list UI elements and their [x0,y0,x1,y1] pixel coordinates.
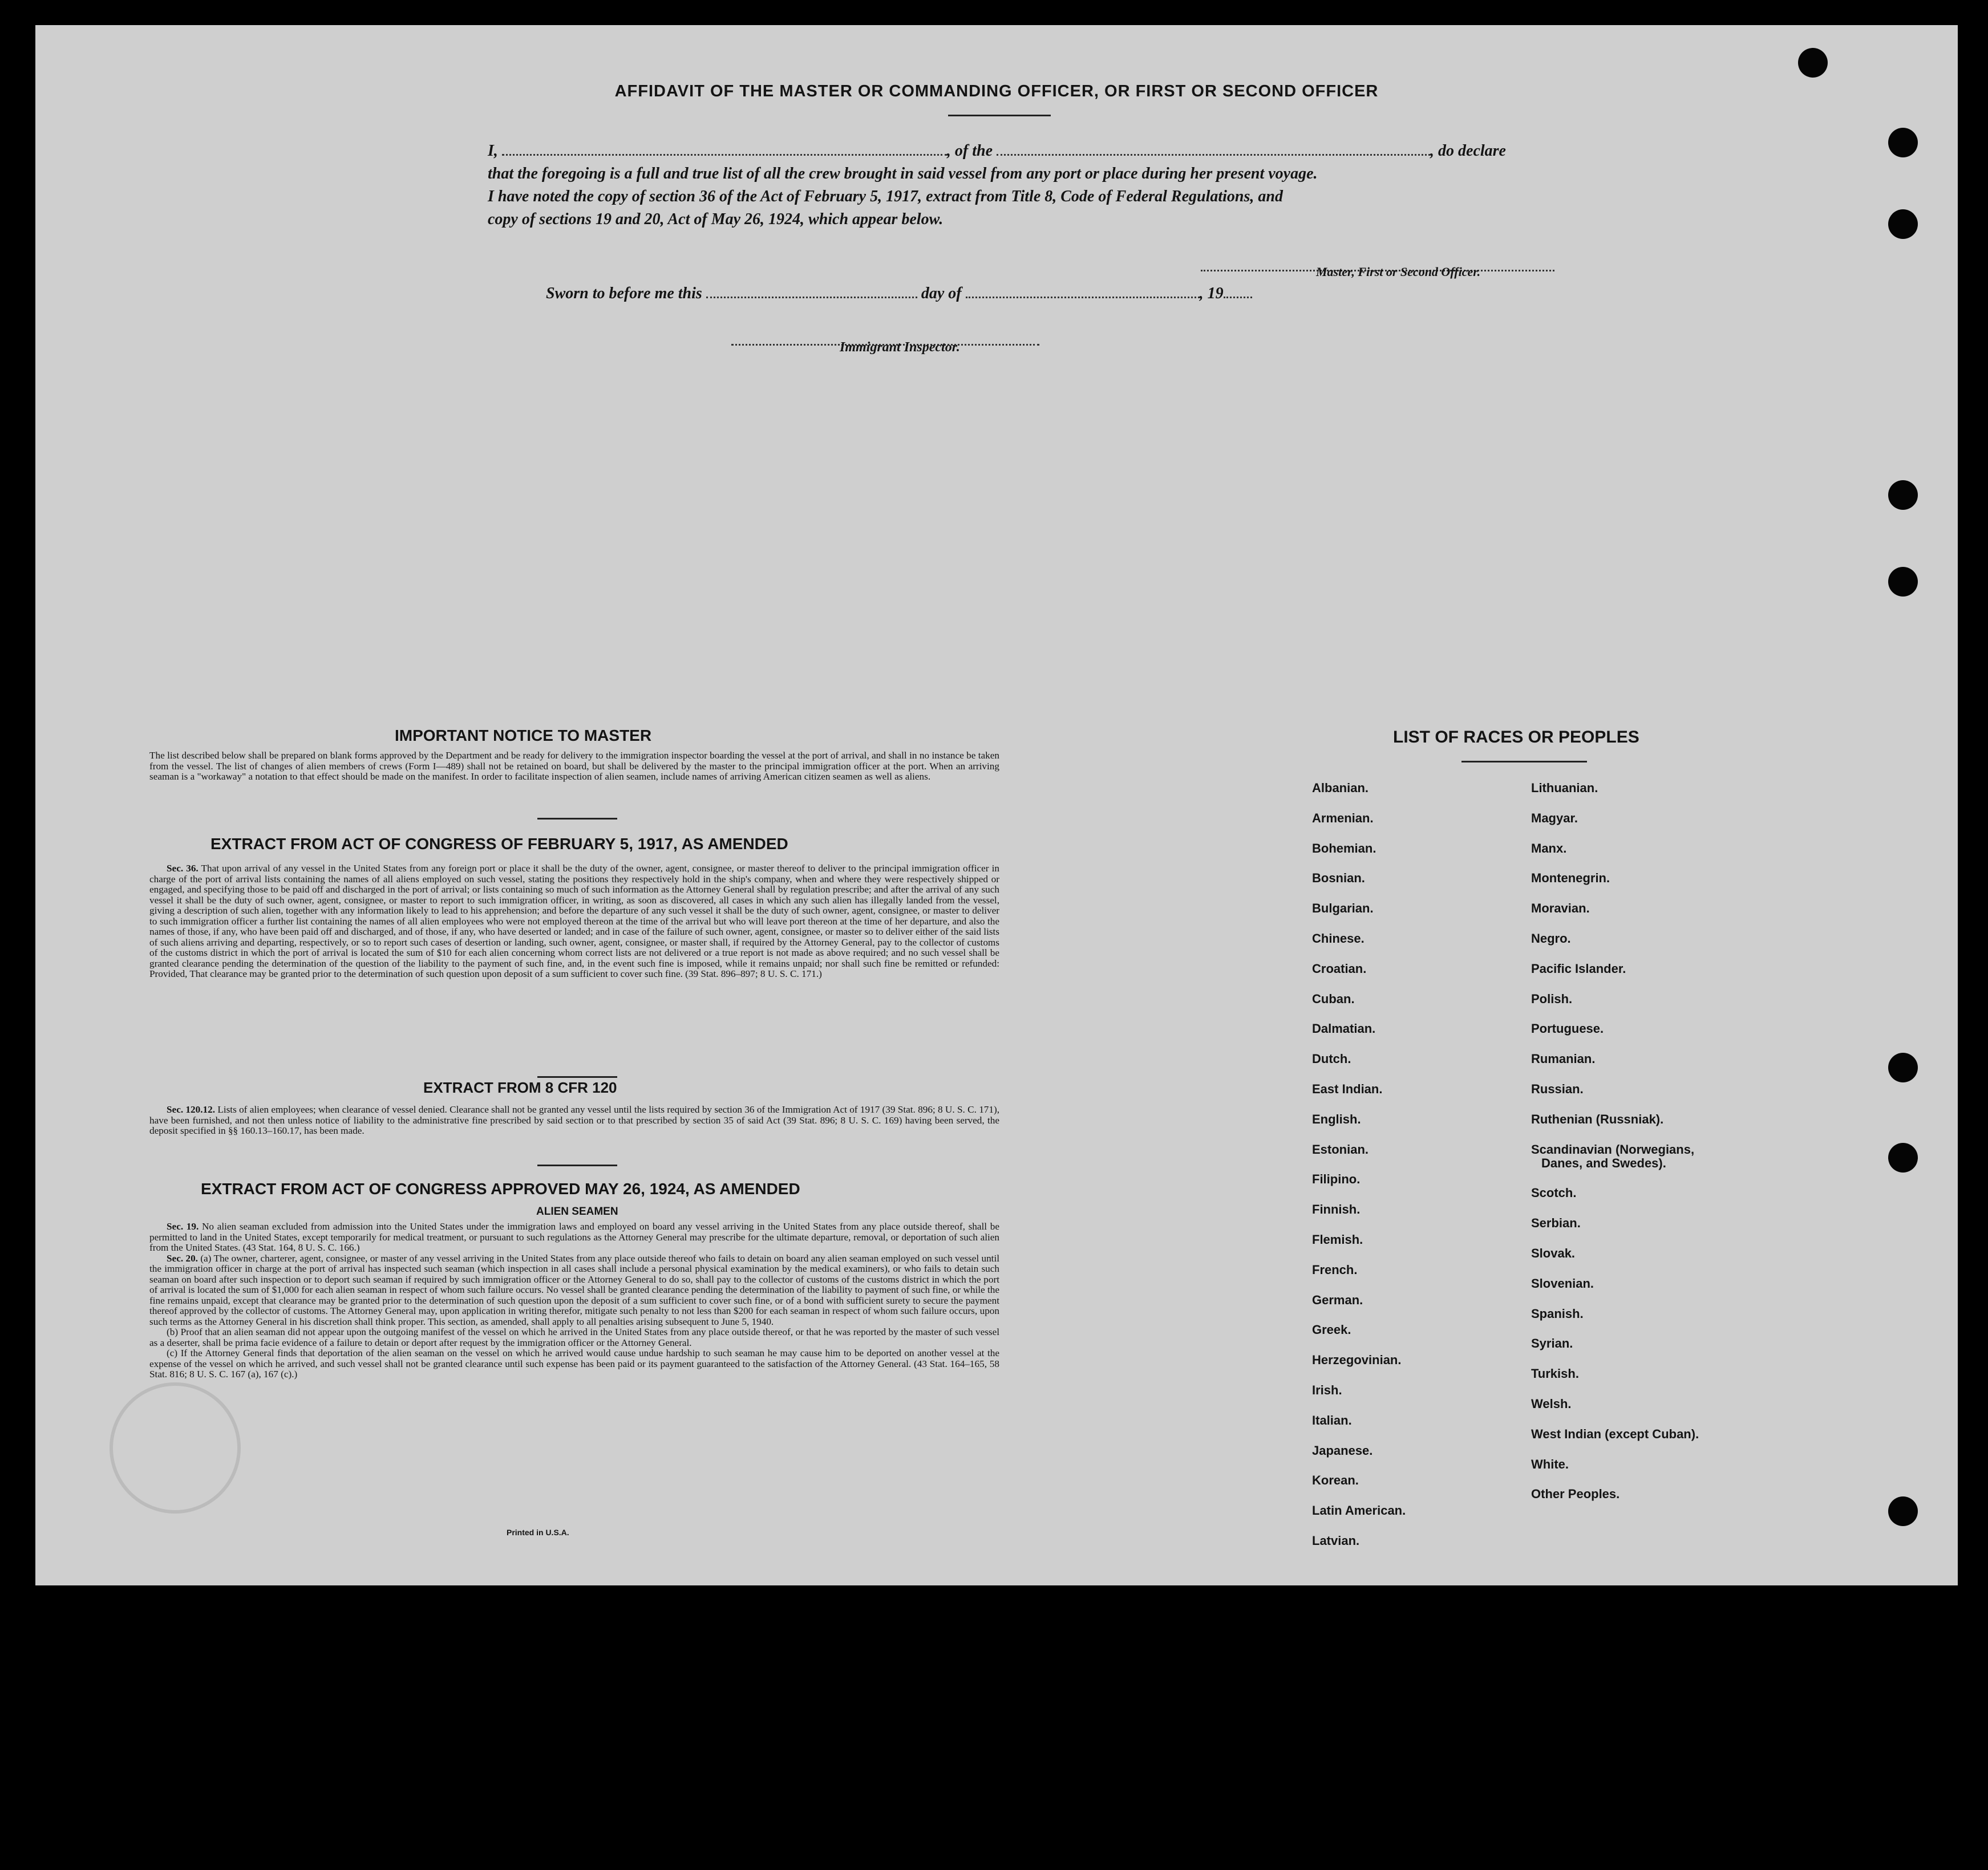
document-page [35,25,1958,1585]
race-item: Dutch. [1312,1052,1351,1066]
race-item: Chinese. [1312,931,1365,946]
sworn-year-field[interactable] [1224,286,1252,298]
bleedthrough-row [207,480,1924,502]
extract-cfr-text [149,1105,999,1137]
declarant-label: I, [488,142,498,160]
sec-19-body: No alien seaman excluded from admission into the United States under the immigration laws and employed on board any vessel arriving in the United States from any place outside thereof, shall be permitted to land in the United States, except temporarily for medical treatment, or pursuant to such regulations as the Attorney General may prescribe for the ultimate departure, removal, or deportation of such alien from the United States. (43 Stat. 164, 8 U. S. C. 166.) [149,1221,999,1253]
race-item: Danes, and Swedes). [1541,1155,1666,1170]
race-item: Estonian. [1312,1142,1369,1157]
sec-20c-body: (c) If the Attorney General finds that deportation of the alien seaman on the vessel on which he arrived would cause undue hardship to such seaman he may cause him to be deported on another vessel at the expense of the vessel on which he arrived, and such vessel shall not be granted clearance until such expense has been paid or its payment guaranteed to the satisfaction of the Attorney General. (43 Stat. 164–165, 58 Stat. 816; 8 U. S. C. 167 (a), 167 (c).) [149,1348,999,1380]
bleedthrough-row [207,659,1924,682]
extract-1924-title: EXTRACT FROM ACT OF CONGRESS APPROVED MAY 26, 1924, AS AMENDED [201,1180,800,1198]
race-item: Irish. [1312,1383,1342,1397]
extract-1917-title: EXTRACT FROM ACT OF CONGRESS OF FEBRUARY 5, 1917, AS AMENDED [210,835,788,853]
bleedthrough-row [207,1017,1924,1040]
sworn-label: Sworn to before me this [546,285,702,302]
race-item: Spanish. [1531,1306,1584,1321]
sec-19-label: Sec. 19. [167,1221,199,1232]
race-item: Moravian. [1531,901,1590,916]
master-signature-caption: Master, First or Second Officer. [1316,265,1481,279]
races-title: LIST OF RACES OR PEOPLES [1393,728,1639,747]
vessel-label: , of the [946,142,993,160]
race-item: Cuban. [1312,991,1355,1006]
punch-hole [1888,1496,1918,1526]
vessel-name-field[interactable] [997,143,1430,156]
race-item: Montenegrin. [1531,871,1610,886]
race-item: Herzegovinian. [1312,1353,1402,1368]
race-item: Finnish. [1312,1202,1361,1217]
bleedthrough-row [207,450,1924,473]
race-item: Croatian. [1312,961,1367,976]
punch-hole [1888,128,1918,157]
alien-seamen-subtitle: ALIEN SEAMEN [536,1206,618,1218]
notice-title: IMPORTANT NOTICE TO MASTER [395,727,652,744]
race-item: Other Peoples. [1531,1487,1620,1502]
race-item: Flemish. [1312,1232,1363,1247]
race-item: Greek. [1312,1323,1351,1337]
race-item: French. [1312,1262,1358,1277]
race-item: Scotch. [1531,1186,1577,1200]
race-item: Italian. [1312,1413,1352,1427]
sworn-line [546,282,1252,306]
bleedthrough-row [207,420,1924,443]
race-item: English. [1312,1112,1361,1126]
bleedthrough-row [207,1197,1924,1220]
printed-in-usa: Printed in U.S.A. [507,1528,569,1537]
notice-text: The list described below shall be prepared on blank forms approved by the Department and be ready for delivery to the immigration inspector boarding the vessel at the port of arrival, and shall in no instance be taken from the vessel. The list of changes of alien members of crews (Form I—489) shall not be retained on board, but shall be delivered by the master to the principal immigration officer at the port. When an arriving seaman is a "workaway" a notation to that effect should be made on the manifest. In order to facilitate inspection of alien seamen, include names of arriving American citizen seamen as well as aliens. [149,750,999,782]
bleedthrough-row [207,390,1924,413]
sec-20a-body: (a) The owner, charterer, agent, consignee, or master of any vessel arriving in the United States from any place outside thereof who fails to detain on board any alien seaman employed on such vessel until the immigration officer in charge at the port of arrival has inspected such seaman (which inspection in all cases shall include a personal physical examination by the medical examiners), or who fails to detain such seaman on board after such inspection or to deport such seaman if required by such immigration officer or the Attorney General to do so, shall pay to the collector of customs of the customs district in which the port of arrival is located the sum of $1,000 for each alien seaman in respect of whom such failure occurs. No vessel shall be granted clearance pending the determination of the liability to payment of such fine, or while the fine remains unpaid, except that clearance may be granted prior to the determination of such question upon the deposit of a sum sufficient to cover such fine, or of a bond with sufficient surety to secure the payment thereof approved by the collector of customs. The Attorney General may, upon application in writing therefor, mitigate such penalty to not less than $200 for each seaman in respect of whom such failure occurs, upon such terms as the Attorney General in his discretion shall think proper. This section, as amended, shall apply to all penalties arising subsequent to June 5, 1940. [149,1252,999,1327]
declare-label: , do declare [1430,142,1506,160]
race-item: Portuguese. [1531,1021,1604,1036]
sec-36-body: That upon arrival of any vessel in the United States from any foreign port or place it shall be the duty of the owner, agent, consignee, or master thereof to deliver to the principal immigration officer in charge of the port of arrival lists containing the names of all aliens employed on such vessel, stating the positions they respectively hold in the ship's company, when and where they were respectively shipped or engaged, and specifying those to be paid off and discharged in the port of arrival; or lists containing so much of such information as the Attorney General shall by regulation prescribe; and after the arrival of any such vessel it shall be the duty of such owner, agent, consignee, or master to report to such immigration officer, in writing, as soon as discovered, all cases in which any such alien has illegally landed from the vessel, giving a description of such alien, together with any information likely to lead to his apprehension; and before the departure of any such vessel it shall be the duty of such owner, agent, consignee, or master to deliver to such immigration officer a further list containing the names of all alien employees who were not employed thereon at the time of the arrival but who will leave port thereon at the time of her departure, and also the names of those, if any, who have been paid off and discharged, and of those, if any, who have deserted or landed; and in case of the failure of such owner, agent, consignee, or master so to deliver either of the said lists of such aliens arriving and departing, respectively, or so to report such cases of desertion or landing, such owner, agent, consignee, or master shall, if required by the Attorney General, pay to the collector of customs of the customs district in which the port of arrival is located the sum of $10 for each alien concerning whom correct lists are not delivered or a true report is not made as above required; and no such vessel shall be granted clearance pending the determination of the question of the liability to the payment of such fine, and, in the event such fine is imposed, while it remains unpaid; nor shall such fine be remitted or refunded: Provided, That clearance may be granted prior to the determination of such question upon deposit of a sum sufficient to cover such fine. (39 Stat. 896–897; 8 U. S. C. 171.) [149,863,999,979]
race-item: Magyar. [1531,810,1578,825]
sec-20-label: Sec. 20. [167,1252,198,1264]
bleedthrough-row [207,539,1924,562]
affidavit-line-2: that the foregoing is a full and true list of all the crew brought in said vessel from any port or place during her present voyage. [488,165,1318,182]
race-item: Filipino. [1312,1172,1361,1187]
race-item: Pacific Islander. [1531,961,1626,976]
race-item: Albanian. [1312,781,1369,795]
punch-hole [1888,1143,1918,1173]
section-divider [537,1165,617,1166]
embossed-seal [110,1382,241,1514]
title-underline [948,115,1051,116]
race-item: Bulgarian. [1312,901,1374,916]
section-divider [537,818,617,820]
race-item: Armenian. [1312,810,1374,825]
sworn-date-field[interactable] [706,286,917,298]
affidavit-declaration-line [488,139,1506,163]
race-item: Latin American. [1312,1503,1406,1518]
sworn-month-field[interactable] [966,286,1200,298]
affidavit-title: AFFIDAVIT OF THE MASTER OR COMMANDING OFFICER, OR FIRST OR SECOND OFFICER [614,82,1379,100]
punch-hole [1888,1053,1918,1082]
day-of-label: day of [921,285,962,302]
declarant-name-field[interactable] [502,143,947,156]
extract-1917-text [149,863,999,980]
race-item: Korean. [1312,1473,1359,1488]
bleedthrough-row [207,599,1924,622]
extract-cfr-title: EXTRACT FROM 8 CFR 120 [423,1079,617,1096]
race-item: Slovenian. [1531,1276,1594,1291]
bleedthrough-row [207,569,1924,592]
sec-20b-body: (b) Proof that an alien seaman did not appear upon the outgoing manifest of the vessel on which he arrived in the United States from any place outside thereof, or that he was reported by the master of such vessel as a deserter, shall be prima facie evidence of a failure to detain or deport after request by the immigration officer or the Attorney General. [149,1327,999,1348]
races-title-underline [1461,761,1587,762]
race-item: White. [1531,1457,1569,1471]
bleedthrough-row [207,360,1924,383]
race-item: Ruthenian (Russniak). [1531,1112,1664,1126]
bleedthrough-row [207,808,1924,831]
bleedthrough-row [207,330,1924,353]
race-item: Welsh. [1531,1397,1572,1411]
extract-1924-text [149,1222,999,1380]
affidavit-line-4: copy of sections 19 and 20, Act of May 26, 1924, which appear below. [488,210,944,228]
race-item: East Indian. [1312,1082,1383,1096]
section-divider [537,1076,617,1078]
scan-background [0,1585,1988,1870]
race-item: Rumanian. [1531,1052,1596,1066]
race-item: Bohemian. [1312,841,1376,855]
punch-hole [1798,48,1828,78]
sec-120-12-label: Sec. 120.12. [167,1104,215,1115]
bleedthrough-row [207,629,1924,652]
punch-hole [1888,209,1918,239]
race-item: Polish. [1531,991,1573,1006]
race-item: Russian. [1531,1082,1584,1096]
affidavit-line-3: I have noted the copy of section 36 of the Act of February 5, 1917, extract from Title 8, Code of Federal Regulations, and [488,188,1283,205]
year-label: , 19 [1199,285,1224,302]
bleedthrough-row [207,689,1924,712]
race-item: Dalmatian. [1312,1021,1376,1036]
race-item: Syrian. [1531,1336,1573,1351]
punch-hole [1888,480,1918,510]
race-item: Lithuanian. [1531,781,1598,795]
race-item: Slovak. [1531,1246,1576,1260]
race-item: Turkish. [1531,1366,1579,1381]
race-item: Bosnian. [1312,871,1365,886]
race-item: German. [1312,1292,1363,1307]
race-item: Negro. [1531,931,1571,946]
sec-120-12-body: Lists of alien employees; when clearance of vessel denied. Clearance shall not be granted any vessel until the lists required by section 36 of the Immigration Act of 1917 (39 Stat. 896; 8 U. S. C. 171), have been furnished, and not then unless notice of liability to the administrative fine prescribed by said section or to that prescribed by section 35 of said Act (39 Stat. 896; 8 U. S. C. 169) having been served, the deposit specified in §§ 160.13–160.17, has been made. [149,1104,1000,1136]
race-item: Serbian. [1531,1216,1581,1231]
sec-36-label: Sec. 36. [167,863,199,874]
race-item: Scandinavian (Norwegians, [1531,1142,1695,1157]
bleedthrough-row [207,1048,1924,1070]
bleedthrough-row [207,988,1924,1011]
inspector-caption: Immigrant Inspector. [840,340,960,355]
bleedthrough-row [207,509,1924,532]
race-item: Japanese. [1312,1443,1373,1458]
punch-hole [1888,567,1918,597]
race-item: Latvian. [1312,1534,1360,1548]
race-item: Manx. [1531,841,1567,855]
race-item: West Indian (except Cuban). [1531,1426,1699,1441]
